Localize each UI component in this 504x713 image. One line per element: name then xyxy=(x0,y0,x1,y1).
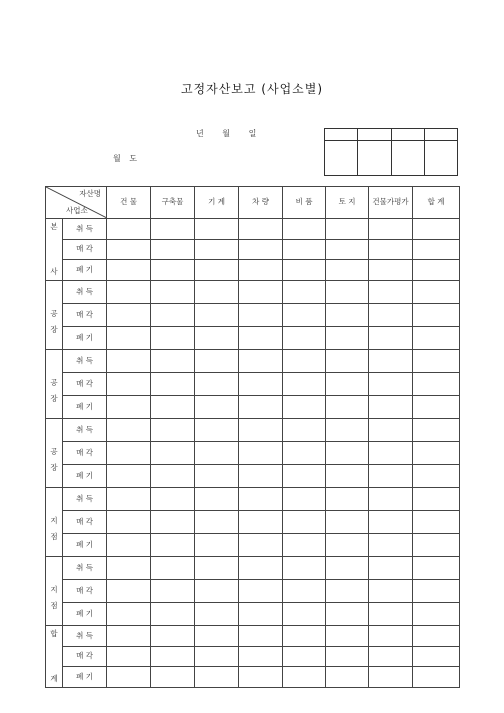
data-cell[interactable] xyxy=(107,260,151,281)
row-type-label: 폐 기 xyxy=(63,667,107,688)
data-cell[interactable] xyxy=(107,465,151,488)
data-cell[interactable] xyxy=(369,396,413,419)
data-cell[interactable] xyxy=(107,626,151,647)
group-label-bottom: 장 xyxy=(50,325,58,335)
data-cell[interactable] xyxy=(239,219,283,240)
data-cell[interactable] xyxy=(283,580,326,603)
data-cell[interactable] xyxy=(283,419,326,442)
data-cell[interactable] xyxy=(369,442,413,465)
data-cell[interactable] xyxy=(151,350,195,373)
data-cell[interactable] xyxy=(413,327,460,350)
data-cell[interactable] xyxy=(283,603,326,626)
data-cell[interactable] xyxy=(326,534,369,557)
data-cell[interactable] xyxy=(239,534,283,557)
group-label-bottom: 점 xyxy=(50,532,58,542)
data-cell[interactable] xyxy=(283,350,326,373)
header-row xyxy=(46,187,460,219)
group-label xyxy=(46,350,63,419)
month-label: 월 xyxy=(222,129,232,138)
data-cell[interactable] xyxy=(239,373,283,396)
data-cell[interactable] xyxy=(413,304,460,327)
data-cell[interactable] xyxy=(107,580,151,603)
data-cell[interactable] xyxy=(283,511,326,534)
row-type-label: 매 각 xyxy=(63,580,107,603)
data-cell[interactable] xyxy=(369,304,413,327)
data-cell[interactable] xyxy=(369,557,413,580)
column-header: 건 물 xyxy=(107,187,151,219)
group-label-top: 공 xyxy=(50,308,58,318)
data-cell[interactable] xyxy=(107,373,151,396)
data-cell[interactable] xyxy=(283,534,326,557)
data-cell[interactable] xyxy=(151,239,195,260)
data-cell[interactable] xyxy=(326,350,369,373)
row-type-label: 취 득 xyxy=(63,488,107,511)
group-label-top: 지 xyxy=(50,515,58,525)
data-cell[interactable] xyxy=(413,260,460,281)
group-label xyxy=(46,557,63,626)
table-row xyxy=(46,557,460,580)
day-label: 일 xyxy=(248,129,258,138)
data-cell[interactable] xyxy=(369,646,413,667)
data-cell[interactable] xyxy=(151,534,195,557)
data-cell[interactable] xyxy=(369,327,413,350)
data-cell[interactable] xyxy=(151,419,195,442)
data-cell[interactable] xyxy=(326,239,369,260)
data-cell[interactable] xyxy=(195,646,239,667)
data-cell[interactable] xyxy=(107,419,151,442)
data-cell[interactable] xyxy=(283,667,326,688)
group-label-stack xyxy=(46,557,62,625)
group-label xyxy=(46,219,63,281)
data-cell[interactable] xyxy=(326,419,369,442)
data-cell[interactable] xyxy=(369,580,413,603)
data-cell[interactable] xyxy=(195,396,239,419)
data-cell[interactable] xyxy=(369,219,413,240)
data-cell[interactable] xyxy=(195,557,239,580)
data-cell[interactable] xyxy=(326,327,369,350)
data-cell[interactable] xyxy=(107,557,151,580)
data-cell[interactable] xyxy=(413,603,460,626)
data-cell[interactable] xyxy=(107,442,151,465)
data-cell[interactable] xyxy=(283,239,326,260)
data-cell[interactable] xyxy=(283,442,326,465)
group-label-top: 합 xyxy=(50,628,58,638)
group-label xyxy=(46,281,63,350)
data-cell[interactable] xyxy=(195,327,239,350)
data-cell[interactable] xyxy=(239,260,283,281)
data-cell[interactable] xyxy=(151,465,195,488)
group-label-top: 공 xyxy=(50,377,58,387)
group-label xyxy=(46,419,63,488)
data-cell[interactable] xyxy=(151,442,195,465)
data-cell[interactable] xyxy=(151,396,195,419)
data-cell[interactable] xyxy=(239,511,283,534)
column-header: 차 량 xyxy=(239,187,283,219)
group-label xyxy=(46,626,63,688)
data-cell[interactable] xyxy=(326,304,369,327)
row-type-label: 취 득 xyxy=(63,626,107,647)
data-cell[interactable] xyxy=(283,304,326,327)
data-cell[interactable] xyxy=(239,557,283,580)
data-cell[interactable] xyxy=(326,488,369,511)
data-cell[interactable] xyxy=(326,442,369,465)
row-type-label: 취 득 xyxy=(63,350,107,373)
data-cell[interactable] xyxy=(107,667,151,688)
row-type-label: 매 각 xyxy=(63,442,107,465)
data-cell[interactable] xyxy=(413,442,460,465)
data-cell[interactable] xyxy=(239,304,283,327)
data-cell[interactable] xyxy=(195,373,239,396)
data-cell[interactable] xyxy=(195,260,239,281)
table-row xyxy=(46,667,460,688)
row-type-label: 매 각 xyxy=(63,373,107,396)
table-row xyxy=(46,304,460,327)
approval-header-cell xyxy=(325,129,358,141)
data-cell[interactable] xyxy=(151,260,195,281)
row-type-label: 폐 기 xyxy=(63,534,107,557)
table-row xyxy=(46,396,460,419)
data-cell[interactable] xyxy=(195,419,239,442)
group-label-bottom: 장 xyxy=(50,394,58,404)
data-cell[interactable] xyxy=(326,396,369,419)
data-cell[interactable] xyxy=(151,626,195,647)
data-cell[interactable] xyxy=(107,350,151,373)
year-label: 년 xyxy=(196,129,205,138)
group-label-stack xyxy=(46,281,62,349)
data-cell[interactable] xyxy=(413,534,460,557)
group-label-stack xyxy=(46,630,62,684)
approval-header-cell xyxy=(424,129,457,141)
data-cell[interactable] xyxy=(151,304,195,327)
data-cell[interactable] xyxy=(239,327,283,350)
data-cell[interactable] xyxy=(413,580,460,603)
data-cell[interactable] xyxy=(195,667,239,688)
group-label-stack xyxy=(46,350,62,418)
data-cell[interactable] xyxy=(369,350,413,373)
data-cell[interactable] xyxy=(369,239,413,260)
data-cell[interactable] xyxy=(151,219,195,240)
data-cell[interactable] xyxy=(326,465,369,488)
data-cell[interactable] xyxy=(151,281,195,304)
table-row xyxy=(46,350,460,373)
column-header: 기 계 xyxy=(195,187,239,219)
column-header: 구축물 xyxy=(151,187,195,219)
group-label-bottom: 점 xyxy=(50,601,58,611)
data-cell[interactable] xyxy=(195,603,239,626)
group-label-stack xyxy=(46,419,62,487)
data-cell[interactable] xyxy=(413,373,460,396)
data-cell[interactable] xyxy=(326,580,369,603)
data-cell[interactable] xyxy=(413,419,460,442)
data-cell[interactable] xyxy=(107,511,151,534)
data-cell[interactable] xyxy=(239,465,283,488)
data-cell[interactable] xyxy=(195,534,239,557)
data-cell[interactable] xyxy=(326,603,369,626)
data-cell[interactable] xyxy=(369,603,413,626)
data-cell[interactable] xyxy=(283,260,326,281)
group-label xyxy=(46,488,63,557)
data-cell[interactable] xyxy=(413,350,460,373)
row-type-label: 폐 기 xyxy=(63,396,107,419)
asset-table xyxy=(45,186,460,688)
data-cell[interactable] xyxy=(369,626,413,647)
data-cell[interactable] xyxy=(413,646,460,667)
data-cell[interactable] xyxy=(413,219,460,240)
data-cell[interactable] xyxy=(239,350,283,373)
data-cell[interactable] xyxy=(326,626,369,647)
data-cell[interactable] xyxy=(326,219,369,240)
row-type-label: 폐 기 xyxy=(63,465,107,488)
data-cell[interactable] xyxy=(195,239,239,260)
data-cell[interactable] xyxy=(239,580,283,603)
data-cell[interactable] xyxy=(369,511,413,534)
data-cell[interactable] xyxy=(413,667,460,688)
row-type-label: 매 각 xyxy=(63,239,107,260)
data-cell[interactable] xyxy=(413,465,460,488)
data-cell[interactable] xyxy=(151,511,195,534)
data-cell[interactable] xyxy=(239,281,283,304)
row-type-label: 매 각 xyxy=(63,646,107,667)
data-cell[interactable] xyxy=(369,419,413,442)
data-cell[interactable] xyxy=(195,580,239,603)
data-cell[interactable] xyxy=(283,327,326,350)
group-label-stack xyxy=(46,488,62,556)
approval-box xyxy=(324,128,458,176)
data-cell[interactable] xyxy=(107,281,151,304)
data-cell[interactable] xyxy=(151,327,195,350)
data-cell[interactable] xyxy=(107,239,151,260)
data-cell[interactable] xyxy=(413,557,460,580)
data-cell[interactable] xyxy=(369,281,413,304)
corner-top-label: 자산명 xyxy=(79,189,101,198)
approval-header-cell xyxy=(391,129,424,141)
data-cell[interactable] xyxy=(283,488,326,511)
data-cell[interactable] xyxy=(195,465,239,488)
data-cell[interactable] xyxy=(239,667,283,688)
data-cell[interactable] xyxy=(326,281,369,304)
row-type-label: 매 각 xyxy=(63,304,107,327)
approval-sign-cell[interactable] xyxy=(358,141,391,176)
data-cell[interactable] xyxy=(107,534,151,557)
data-cell[interactable] xyxy=(195,350,239,373)
data-cell[interactable] xyxy=(239,239,283,260)
corner-bottom-label: 사업소 xyxy=(66,205,88,215)
data-cell[interactable] xyxy=(369,373,413,396)
row-type-label: 매 각 xyxy=(63,511,107,534)
approval-sign-cell[interactable] xyxy=(424,141,457,176)
table-row xyxy=(46,465,460,488)
data-cell[interactable] xyxy=(107,396,151,419)
data-cell[interactable] xyxy=(283,465,326,488)
data-cell[interactable] xyxy=(326,260,369,281)
data-cell[interactable] xyxy=(107,327,151,350)
data-cell[interactable] xyxy=(369,534,413,557)
table-row xyxy=(46,419,460,442)
data-cell[interactable] xyxy=(151,603,195,626)
data-cell[interactable] xyxy=(283,646,326,667)
approval-header-cell xyxy=(358,129,391,141)
group-label-stack xyxy=(46,223,62,277)
table-row xyxy=(46,327,460,350)
data-cell[interactable] xyxy=(195,281,239,304)
corner-header xyxy=(46,187,107,219)
data-cell[interactable] xyxy=(107,304,151,327)
data-cell[interactable] xyxy=(151,557,195,580)
data-cell[interactable] xyxy=(239,603,283,626)
row-type-label: 취 득 xyxy=(63,557,107,580)
data-cell[interactable] xyxy=(239,646,283,667)
data-cell[interactable] xyxy=(326,373,369,396)
period-label: 월 도 xyxy=(113,154,140,163)
data-cell[interactable] xyxy=(239,396,283,419)
table-row xyxy=(46,511,460,534)
data-cell[interactable] xyxy=(283,396,326,419)
data-cell[interactable] xyxy=(283,557,326,580)
group-label-top: 지 xyxy=(50,584,58,594)
data-cell[interactable] xyxy=(195,511,239,534)
column-header: 토 지 xyxy=(326,187,369,219)
data-cell[interactable] xyxy=(195,488,239,511)
row-type-label: 취 득 xyxy=(63,419,107,442)
data-cell[interactable] xyxy=(326,511,369,534)
data-cell[interactable] xyxy=(239,442,283,465)
column-header: 합 계 xyxy=(413,187,460,219)
data-cell[interactable] xyxy=(369,465,413,488)
data-cell[interactable] xyxy=(239,419,283,442)
data-cell[interactable] xyxy=(107,219,151,240)
data-cell[interactable] xyxy=(413,488,460,511)
group-label-top: 본 xyxy=(50,221,58,231)
report-date xyxy=(196,128,271,139)
data-cell[interactable] xyxy=(151,646,195,667)
row-type-label: 폐 기 xyxy=(63,260,107,281)
data-cell[interactable] xyxy=(195,219,239,240)
column-header: 비 품 xyxy=(283,187,326,219)
data-cell[interactable] xyxy=(283,373,326,396)
group-label-bottom: 장 xyxy=(50,463,58,473)
table-row xyxy=(46,260,460,281)
table-row xyxy=(46,580,460,603)
data-cell[interactable] xyxy=(369,260,413,281)
data-cell[interactable] xyxy=(151,488,195,511)
data-cell[interactable] xyxy=(283,626,326,647)
data-cell[interactable] xyxy=(326,557,369,580)
group-label-bottom: 사 xyxy=(50,267,58,277)
table-row xyxy=(46,239,460,260)
data-cell[interactable] xyxy=(369,667,413,688)
row-type-label: 취 득 xyxy=(63,281,107,304)
table-row xyxy=(46,534,460,557)
group-label-top: 공 xyxy=(50,446,58,456)
row-type-label: 폐 기 xyxy=(63,327,107,350)
data-cell[interactable] xyxy=(283,219,326,240)
data-cell[interactable] xyxy=(107,603,151,626)
page-title: 고정자산보고 (사업소별) xyxy=(180,82,324,96)
group-label-bottom: 계 xyxy=(50,674,58,684)
data-cell[interactable] xyxy=(151,373,195,396)
data-cell[interactable] xyxy=(195,304,239,327)
row-type-label: 폐 기 xyxy=(63,603,107,626)
data-cell[interactable] xyxy=(151,580,195,603)
row-type-label: 취 득 xyxy=(63,219,107,240)
data-cell[interactable] xyxy=(239,626,283,647)
data-cell[interactable] xyxy=(107,646,151,667)
data-cell[interactable] xyxy=(239,488,283,511)
table-row xyxy=(46,488,460,511)
data-cell[interactable] xyxy=(413,511,460,534)
table-row xyxy=(46,281,460,304)
data-cell[interactable] xyxy=(413,239,460,260)
table-row xyxy=(46,442,460,465)
approval-sign-cell[interactable] xyxy=(391,141,424,176)
data-cell[interactable] xyxy=(283,281,326,304)
data-cell[interactable] xyxy=(413,281,460,304)
data-cell[interactable] xyxy=(195,442,239,465)
table-row xyxy=(46,373,460,396)
data-cell[interactable] xyxy=(369,488,413,511)
table-row xyxy=(46,626,460,647)
data-cell[interactable] xyxy=(413,396,460,419)
data-cell[interactable] xyxy=(107,488,151,511)
data-cell[interactable] xyxy=(326,646,369,667)
data-cell[interactable] xyxy=(413,626,460,647)
table-row xyxy=(46,219,460,240)
table-row xyxy=(46,603,460,626)
data-cell[interactable] xyxy=(195,626,239,647)
data-cell[interactable] xyxy=(326,667,369,688)
column-header: 건물가평가 xyxy=(369,187,413,219)
table-row xyxy=(46,646,460,667)
approval-sign-cell[interactable] xyxy=(325,141,358,176)
data-cell[interactable] xyxy=(151,667,195,688)
